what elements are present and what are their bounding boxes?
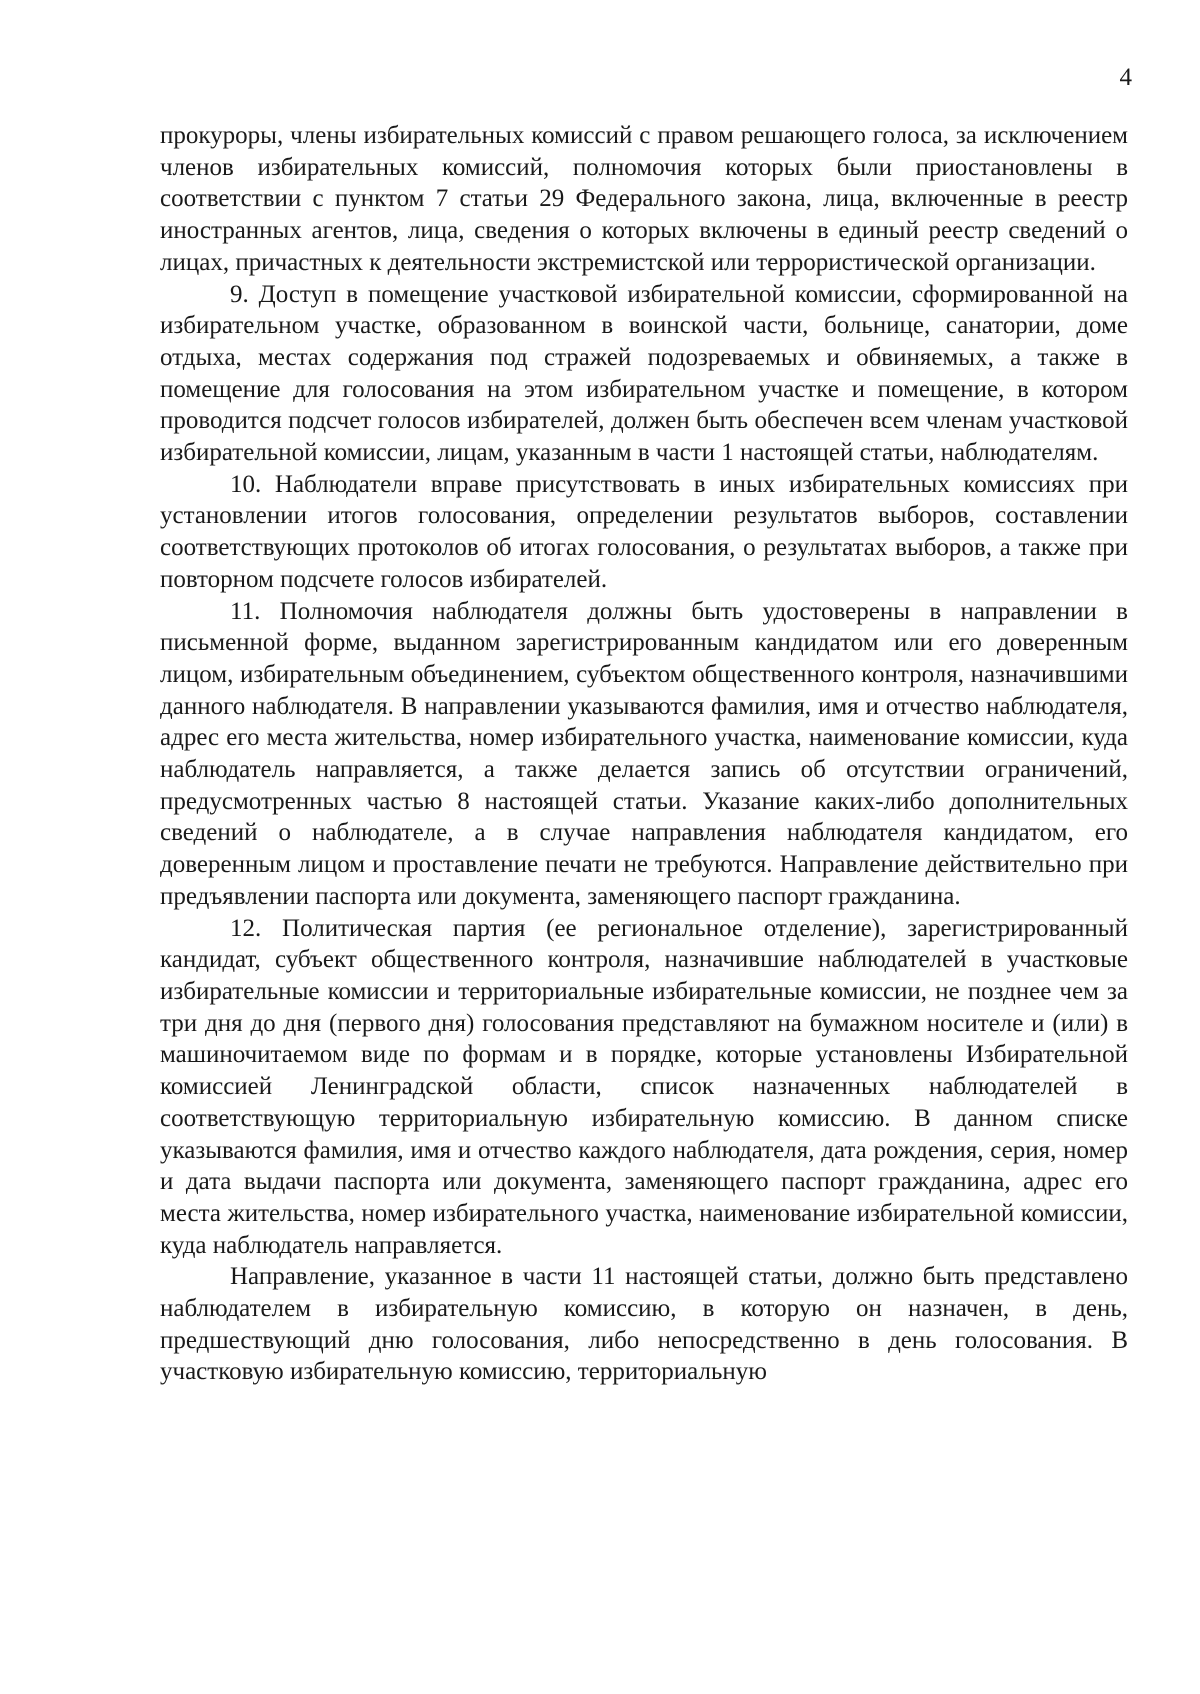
document-body bbox=[160, 120, 1128, 1388]
paragraph-item-11: 11. Полномочия наблюдателя должны быть удостоверены в направлении в письменной форме, выданном зарегистрированным кандидатом или его доверенным лицом, избирательным объединением, субъектом общественного контроля, назначившими данного наблюдателя. В направлении указываются фамилия, имя и отчество наблюдателя, адрес его места жительства, номер избирательного участка, наименование комиссии, куда наблюдатель направляется, а также делается запись об отсутствии ограничений, предусмотренных частью 8 настоящей статьи. Указание каких-либо дополнительных сведений о наблюдателе, а в случае направления наблюдателя кандидатом, его доверенным лицом и проставление печати не требуются. Направление действительно при предъявлении паспорта или документа, заменяющего паспорт гражданина. bbox=[160, 597, 1128, 910]
paragraph-item-12: 12. Политическая партия (ее региональное отделение), зарегистрированный кандидат, субъект общественного контроля, назначившие наблюдателей в участковые избирательные комиссии и территориальные избирательные комиссии, не позднее чем за три дня до дня (первого дня) голосования представляют на бумажном носителе и (или) в машиночитаемом виде по формам и в порядке, которые установлены Избирательной комиссией Ленинградской области, список назначенных наблюдателей в соответствующую территориальную избирательную комиссию. В данном списке указываются фамилия, имя и отчество каждого наблюдателя, дата рождения, серия, номер и дата выдачи паспорта или документа, заменяющего паспорт гражданина, адрес его места жительства, номер избирательного участка, наименование избирательной комиссии, куда наблюдатель направляется. bbox=[160, 914, 1128, 1259]
paragraph-item-10: 10. Наблюдатели вправе присутствовать в иных избирательных комиссиях при установлении итогов голосования, определении результатов выборов, составлении соответствующих протоколов об итогах голосования, о результатах выборов, а также при повторном подсчете голосов избирателей. bbox=[160, 470, 1128, 593]
paragraph-continuation: прокуроры, члены избирательных комиссий с правом решающего голоса, за исключением членов избирательных комиссий, полномочия которых были приостановлены в соответствии с пунктом 7 статьи 29 Федерального закона, лица, включенные в реестр иностранных агентов, лица, сведения о которых включены в единый реестр сведений о лицах, причастных к деятельности экстремистской или террористической организации. bbox=[160, 122, 1128, 276]
page-number: 4 bbox=[1119, 64, 1132, 91]
paragraph-item-9: 9. Доступ в помещение участковой избирательной комиссии, сформированной на избирательном участке, образованном в воинской части, больнице, санатории, доме отдыха, местах содержания под стражей подозреваемых и обвиняемых, а также в помещение для голосования на этом избирательном участке и помещение, в котором проводится подсчет голосов избирателей, должен быть обеспечен всем членам участковой избирательной комиссии, лицам, указанным в части 1 настоящей статьи, наблюдателям. bbox=[160, 280, 1128, 467]
paragraph-direction: Направление, указанное в части 11 настоящей статьи, должно быть представлено наблюдателем в избирательную комиссию, в которую он назначен, в день, предшествующий дню голосования, либо непосредственно в день голосования. В участковую избирательную комиссию, территориальную bbox=[160, 1263, 1128, 1386]
